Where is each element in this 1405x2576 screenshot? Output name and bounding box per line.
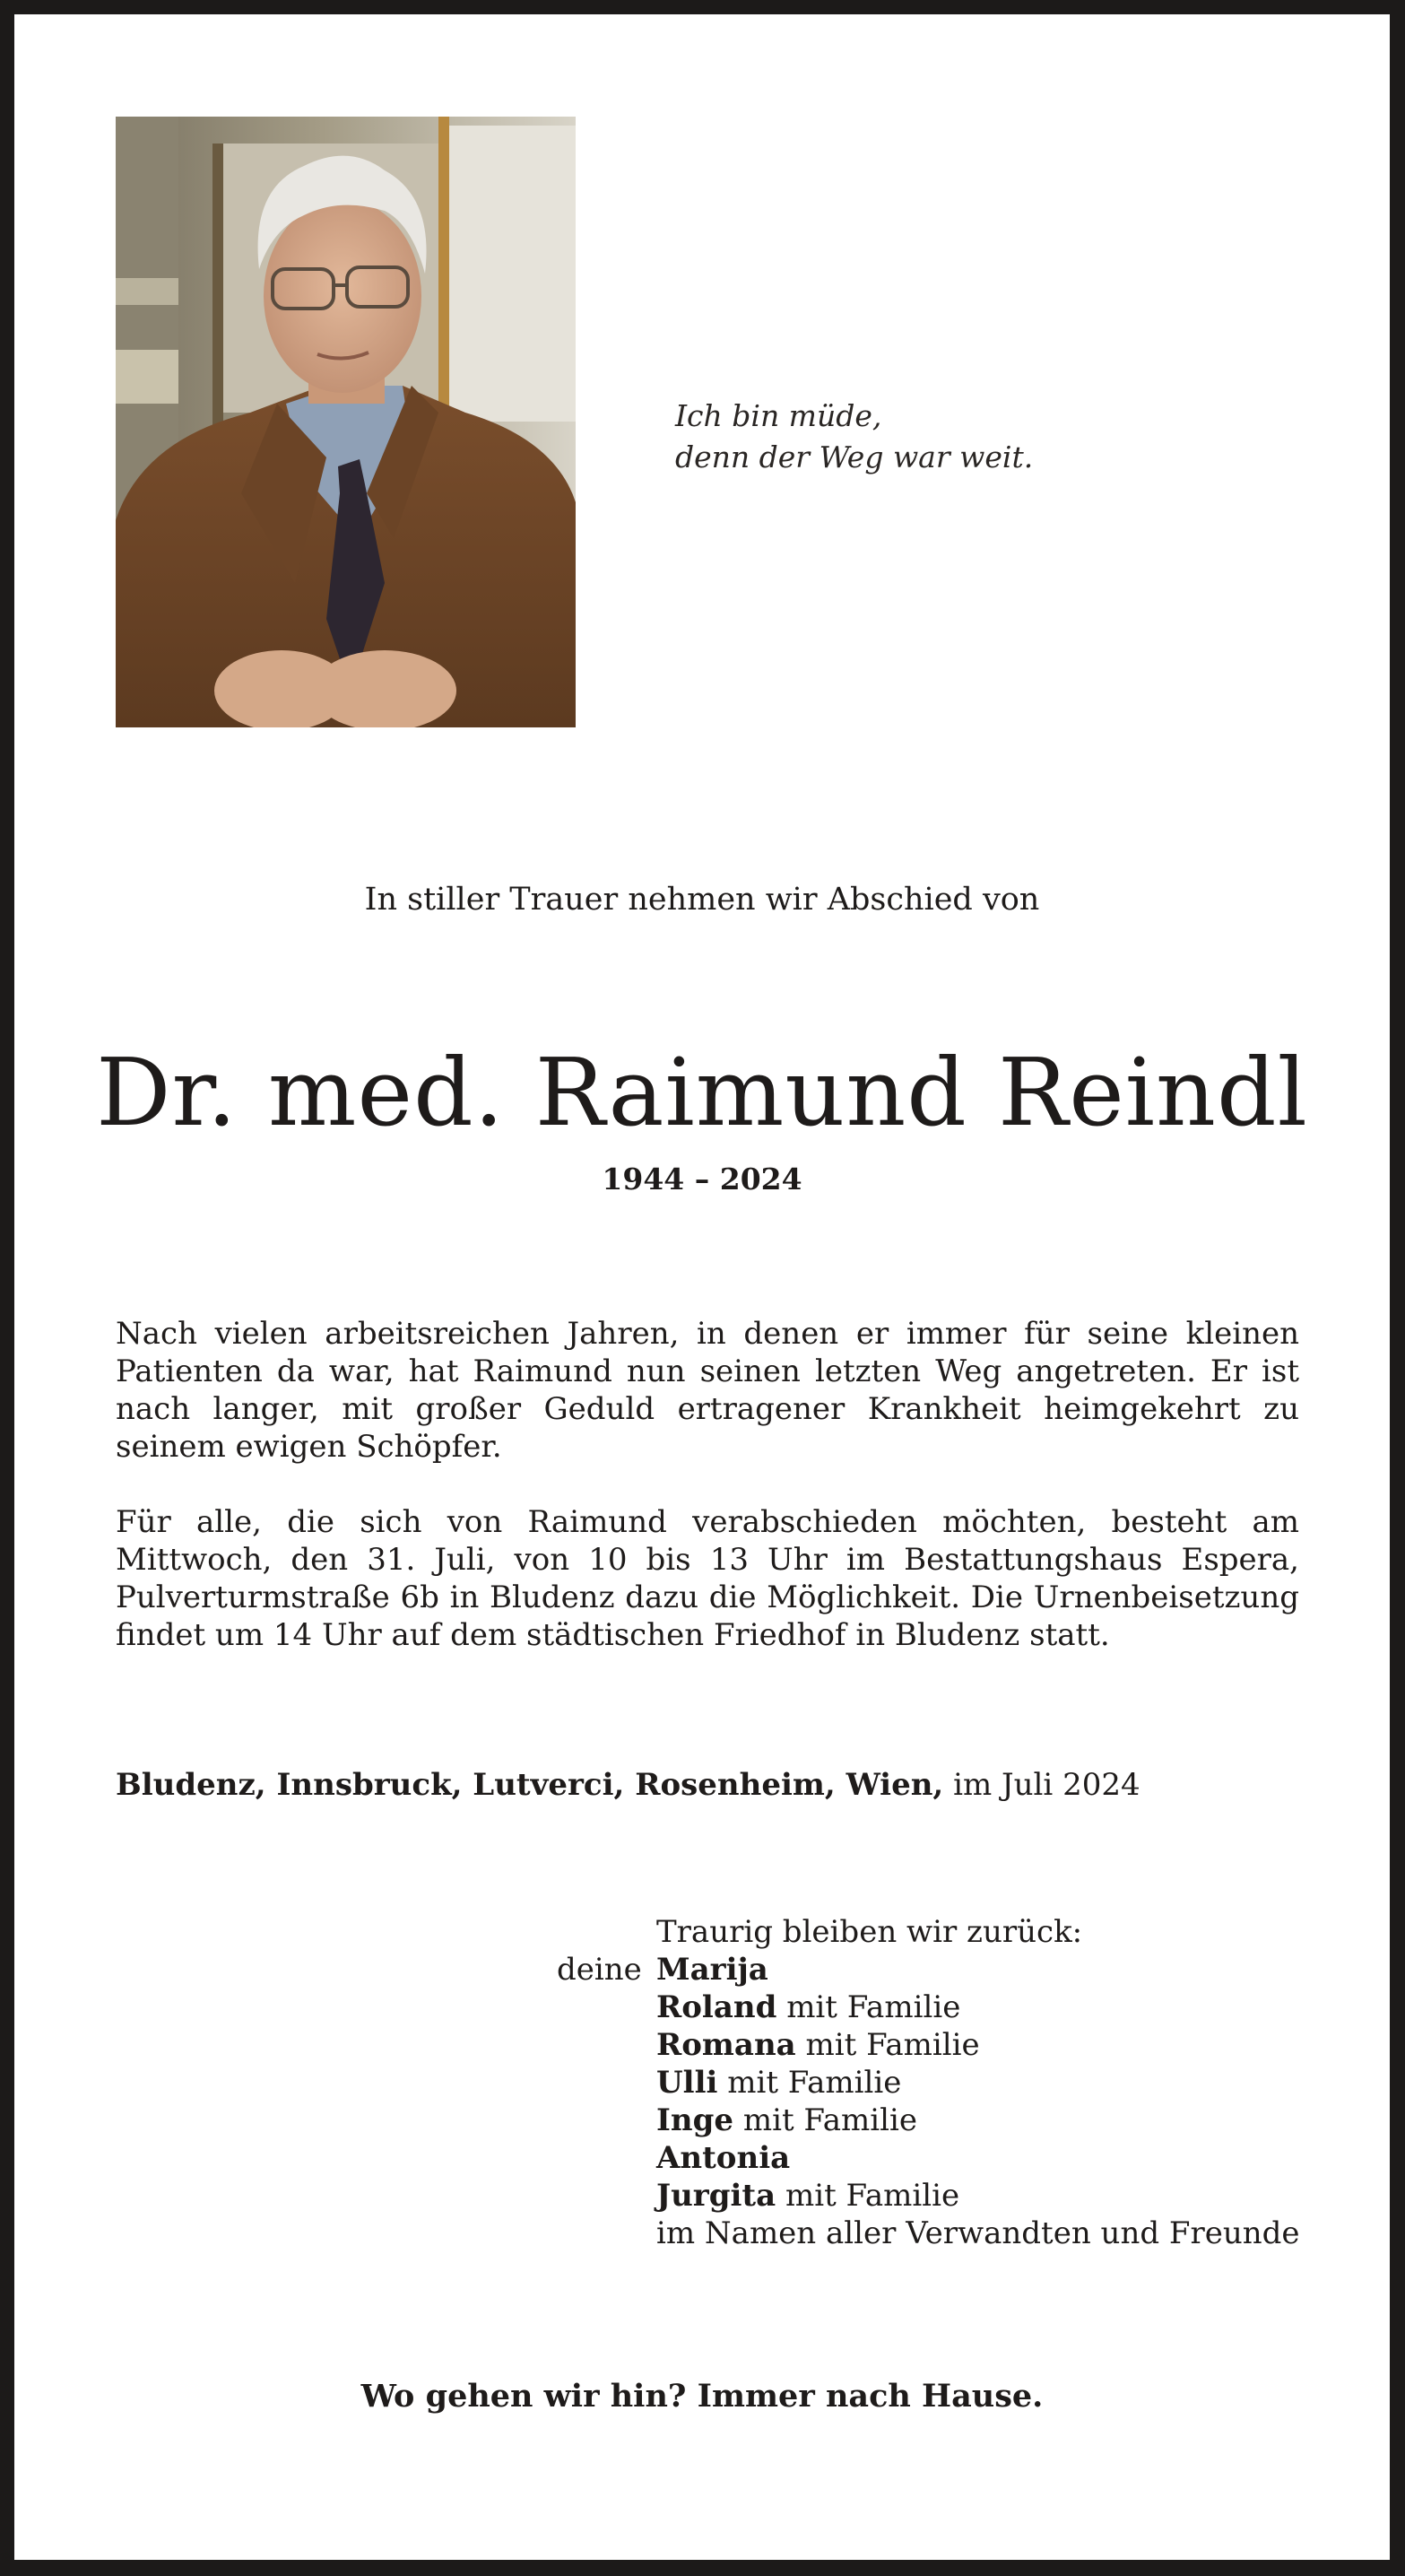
mourner-name: Romana: [656, 2027, 796, 2063]
mourners-closing-line: im Namen aller Verwandten und Freunde: [656, 2215, 1300, 2251]
places-date-text: im Juli 2024: [953, 1767, 1140, 1803]
mourner-item: [656, 2026, 1300, 2064]
quote: [675, 396, 1033, 478]
quote-line-2: denn der Weg war weit.: [675, 439, 1034, 474]
mourner-name: Roland: [656, 1989, 777, 2025]
life-years: 1944 – 2024: [602, 1162, 802, 1197]
mourner-name: Antonia: [656, 2140, 791, 2176]
places-date: [116, 1766, 1140, 1804]
mourners-prefix: deine: [557, 1952, 642, 1988]
mourner-item: [656, 2064, 1300, 2102]
mourner-suffix: mit Familie: [805, 2027, 980, 2063]
mourner-name: Inge: [656, 2102, 734, 2138]
mourner-item: [656, 2102, 1300, 2139]
mourners-list: [656, 1951, 1300, 2252]
mourner-name: Ulli: [656, 2065, 718, 2101]
mourner-item: [656, 1989, 1300, 2026]
mourner-suffix: mit Familie: [727, 2065, 902, 2101]
obituary-notice: [14, 14, 1390, 2560]
mourner-item: [656, 2177, 1300, 2215]
paragraph-life: Nach vielen arbeitsreichen Jahren, in denen er immer für seine kleinen Patienten da war, hat Raimund nun seinen letzten Weg angetreten. Er ist nach langer, mit großer Geduld ertragener Krankheit heimgekehrt zu seinem ewigen Schöpfer.: [116, 1316, 1299, 1465]
mourner-suffix: mit Familie: [742, 2102, 917, 2138]
closing-line: Wo gehen wir hin? Immer nach Hause.: [360, 2378, 1044, 2415]
deceased-name: Dr. med. Raimund Reindl: [96, 1038, 1308, 1147]
mourner-name: Marija: [656, 1952, 768, 1988]
mourner-suffix: mit Familie: [786, 1989, 961, 2025]
portrait-photo: [116, 117, 576, 727]
mourner-item: [656, 2139, 1300, 2177]
mourner-suffix: mit Familie: [785, 2178, 960, 2214]
paragraph-funeral: Für alle, die sich von Raimund verabschieden möchten, besteht am Mittwoch, den 31. Juli, von 10 bis 13 Uhr im Bestattungshaus Espera, Pulverturmstraße 6b in Bludenz dazu die Möglichkeit. Die Urnenbeisetzung findet um 14 Uhr auf dem städtischen Friedhof in Bludenz statt.: [116, 1504, 1299, 1653]
mourner-item: [656, 1951, 1300, 1989]
places-cities: Bludenz, Innsbruck, Lutverci, Rosenheim, Wien,: [116, 1767, 944, 1803]
quote-line-1: Ich bin müde,: [675, 398, 882, 433]
mourner-name: Jurgita: [656, 2178, 776, 2214]
mourners-heading: Traurig bleiben wir zurück:: [656, 1914, 1083, 1950]
intro-line: In stiller Trauer nehmen wir Abschied von: [364, 882, 1040, 918]
